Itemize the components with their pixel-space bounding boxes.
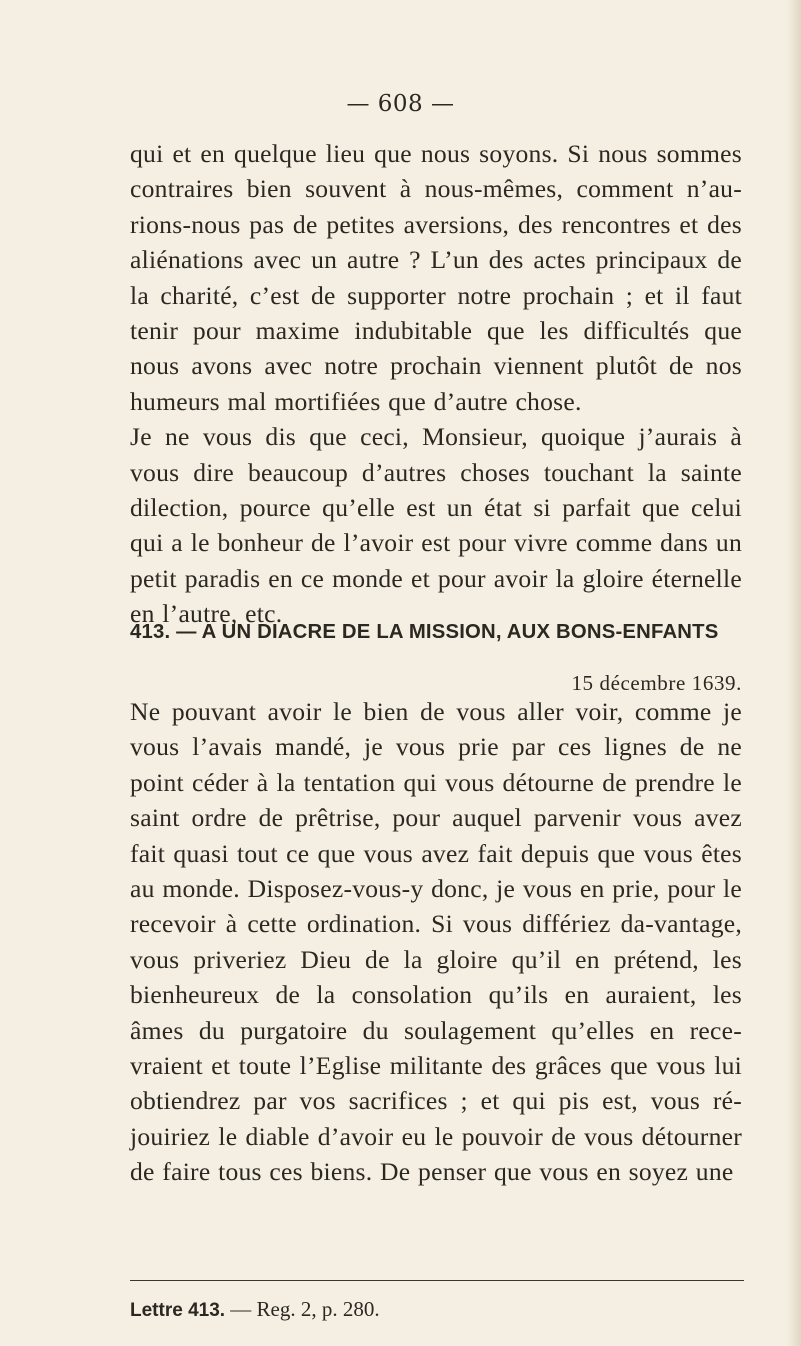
footnote-label: Lettre 413.	[130, 1300, 226, 1321]
body-text	[130, 136, 742, 632]
footnote-rule	[130, 1280, 744, 1281]
letter-date: 15 décembre 1639.	[571, 671, 742, 695]
page-edge-shadow	[787, 0, 801, 1346]
page-number: — 608 —	[346, 91, 455, 117]
letter-paragraph: Ne pouvant avoir le bien de vous aller voir, comme je vous l’avais mandé, je vous prie par ces lignes de ne point céder à la tentation qui vous détourne de prendre le saint ordre de prêtrise, pour auquel parvenir vous avez fait quasi tout ce que vous avez fait depuis que vous êtes au monde. Disposez-vous-y donc, je vous en prie, pour le recevoir à cette ordination. Si vous différiez da-vantage, vous priveriez Dieu de la gloire qu’il en prétend, les bienheureux de la consolation qu’ils en auraient, les âmes du purgatoire du soulagement qu’elles en rece-vraient et toute l’Eglise militante des grâces que vous lui obtiendrez par vos sacrifices ; et qui pis est, vous ré-jouiriez le diable d’avoir eu le pouvoir de vous détourner de faire tous ces biens. De penser que vous en soyez une	[130, 697, 742, 1187]
letter-body	[130, 694, 742, 1190]
paragraph-continuation: qui et en quelque lieu que nous soyons. Si nous sommes contraires bien souvent à nous-mêmes, comment n’au-rions-nous pas de petites aversions, des rencontres et des aliénations avec un autre ? L’un des actes principaux de la charité, c’est de supporter notre prochain ; et il faut tenir pour maxime indubitable que les difficultés que nous avons avec notre prochain viennent plutôt de nos humeurs mal mortifiées que d’autre chose.	[130, 139, 742, 416]
footnote-reference: — Reg. 2, p. 280.	[230, 1297, 380, 1321]
footnote	[130, 1295, 380, 1325]
letter-heading: 413. — A UN DIACRE DE LA MISSION, AUX BONS-ENFANTS	[130, 621, 719, 643]
paragraph-closing: Je ne vous dis que ceci, Monsieur, quoique j’aurais à vous dire beaucoup d’autres choses touchant la sainte dilection, pource qu’elle est un état si parfait que celui qui a le bonheur de l’avoir est pour vivre comme dans un petit paradis en ce monde et pour avoir la gloire éternelle en l’autre, etc.	[130, 422, 742, 629]
